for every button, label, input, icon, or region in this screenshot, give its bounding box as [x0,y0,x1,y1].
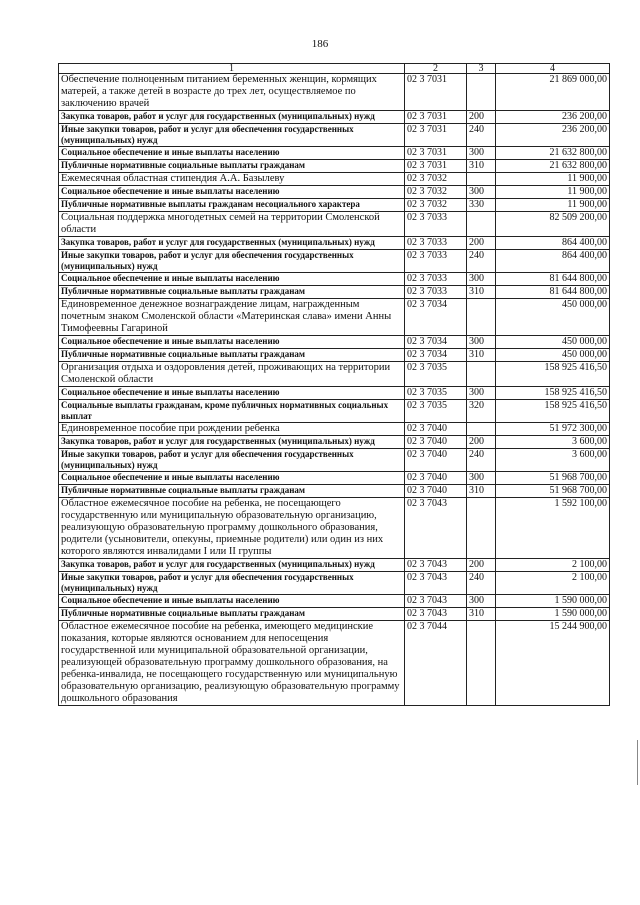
row-name-cell: Иные закупки товаров, работ и услуг для обеспечения государственных (муниципальных) нужд [59,124,405,147]
row-type-cell: 320 [467,400,496,423]
row-type-cell: 300 [467,147,496,160]
row-type-cell: 310 [467,286,496,299]
row-type-cell: 300 [467,595,496,608]
row-sum-cell: 236 200,00 [496,124,610,147]
row-code-cell: 02 3 7035 [405,362,467,387]
table-row [59,186,610,199]
table-row [59,250,610,273]
row-sum-cell: 81 644 800,00 [496,286,610,299]
table-row [59,595,610,608]
row-code-cell: 02 3 7034 [405,349,467,362]
row-type-cell: 300 [467,336,496,349]
row-name-cell: Закупка товаров, работ и услуг для государственных (муниципальных) нужд [59,436,405,449]
table-row [59,160,610,173]
row-code-cell: 02 3 7033 [405,250,467,273]
row-name-cell: Закупка товаров, работ и услуг для государственных (муниципальных) нужд [59,559,405,572]
table-body [59,74,610,706]
row-code-cell: 02 3 7043 [405,608,467,621]
row-sum-cell: 51 968 700,00 [496,485,610,498]
row-name-cell: Публичные нормативные социальные выплаты гражданам [59,286,405,299]
header-col-1: 1 [59,64,405,74]
row-name-cell: Социальное обеспечение и иные выплаты населению [59,186,405,199]
table-row [59,400,610,423]
row-sum-cell: 15 244 900,00 [496,621,610,706]
row-type-cell: 240 [467,250,496,273]
row-code-cell: 02 3 7032 [405,186,467,199]
row-type-cell: 300 [467,273,496,286]
row-type-cell: 300 [467,186,496,199]
row-name-cell: Социальное обеспечение и иные выплаты населению [59,387,405,400]
row-sum-cell: 864 400,00 [496,250,610,273]
table-row [59,212,610,237]
row-sum-cell: 2 100,00 [496,572,610,595]
row-code-cell: 02 3 7035 [405,400,467,423]
row-type-cell: 240 [467,124,496,147]
row-sum-cell: 1 592 100,00 [496,498,610,559]
row-code-cell: 02 3 7044 [405,621,467,706]
row-type-cell: 200 [467,111,496,124]
table-row [59,498,610,559]
row-sum-cell: 1 590 000,00 [496,608,610,621]
row-type-cell: 310 [467,608,496,621]
row-sum-cell: 21 632 800,00 [496,160,610,173]
row-type-cell: 200 [467,559,496,572]
row-code-cell: 02 3 7034 [405,299,467,336]
budget-table [58,63,610,706]
row-type-cell [467,423,496,436]
row-type-cell: 310 [467,349,496,362]
row-code-cell: 02 3 7043 [405,498,467,559]
table-row [59,299,610,336]
row-type-cell: 330 [467,199,496,212]
table-row [59,449,610,472]
row-code-cell: 02 3 7031 [405,147,467,160]
row-name-cell: Иные закупки товаров, работ и услуг для обеспечения государственных (муниципальных) нужд [59,572,405,595]
row-sum-cell: 2 100,00 [496,559,610,572]
row-sum-cell: 11 900,00 [496,186,610,199]
margin-mark [637,740,638,785]
row-sum-cell: 11 900,00 [496,199,610,212]
row-name-cell: Публичные нормативные социальные выплаты гражданам [59,485,405,498]
row-name-cell: Единовременное денежное вознаграждение лицам, награжденным почетным знаком Смоленской области «Материнская слава» имени Анны Тимофеевны Гагариной [59,299,405,336]
row-sum-cell: 21 632 800,00 [496,147,610,160]
row-code-cell: 02 3 7033 [405,273,467,286]
page-number: 186 [311,38,329,50]
row-sum-cell: 158 925 416,50 [496,387,610,400]
row-sum-cell: 82 509 200,00 [496,212,610,237]
row-type-cell: 200 [467,237,496,250]
row-type-cell: 310 [467,160,496,173]
table-header-row [59,64,610,74]
table-row [59,559,610,572]
table-row [59,572,610,595]
row-name-cell: Социальное обеспечение и иные выплаты населению [59,595,405,608]
row-code-cell: 02 3 7033 [405,286,467,299]
row-code-cell: 02 3 7034 [405,336,467,349]
row-sum-cell: 51 972 300,00 [496,423,610,436]
row-name-cell: Организация отдыха и оздоровления детей, проживающих на территории Смоленской области [59,362,405,387]
row-name-cell: Социальная поддержка многодетных семей на территории Смоленской области [59,212,405,237]
row-name-cell: Социальное обеспечение и иные выплаты населению [59,472,405,485]
row-name-cell: Социальное обеспечение и иные выплаты населению [59,336,405,349]
row-type-cell [467,362,496,387]
row-code-cell: 02 3 7040 [405,423,467,436]
row-sum-cell: 158 925 416,50 [496,362,610,387]
row-name-cell: Публичные нормативные социальные выплаты гражданам [59,608,405,621]
row-code-cell: 02 3 7040 [405,472,467,485]
row-code-cell: 02 3 7032 [405,199,467,212]
row-type-cell [467,173,496,186]
row-code-cell: 02 3 7043 [405,572,467,595]
row-code-cell: 02 3 7035 [405,387,467,400]
table-row [59,621,610,706]
row-name-cell: Публичные нормативные социальные выплаты гражданам [59,349,405,362]
row-name-cell: Публичные нормативные выплаты гражданам несоциального характера [59,199,405,212]
table-row [59,74,610,111]
row-name-cell: Публичные нормативные социальные выплаты гражданам [59,160,405,173]
row-type-cell [467,212,496,237]
row-code-cell: 02 3 7040 [405,485,467,498]
table-row [59,199,610,212]
row-code-cell: 02 3 7033 [405,212,467,237]
table-row [59,436,610,449]
row-name-cell: Закупка товаров, работ и услуг для государственных (муниципальных) нужд [59,111,405,124]
row-sum-cell: 864 400,00 [496,237,610,250]
row-name-cell: Иные закупки товаров, работ и услуг для обеспечения государственных (муниципальных) нужд [59,250,405,273]
row-type-cell: 200 [467,436,496,449]
row-name-cell: Социальное обеспечение и иные выплаты населению [59,147,405,160]
row-name-cell: Социальные выплаты гражданам, кроме публичных нормативных социальных выплат [59,400,405,423]
row-type-cell [467,498,496,559]
row-code-cell: 02 3 7043 [405,595,467,608]
table-row [59,608,610,621]
row-code-cell: 02 3 7031 [405,74,467,111]
header-col-4: 4 [496,64,610,74]
row-code-cell: 02 3 7031 [405,160,467,173]
row-type-cell [467,74,496,111]
row-code-cell: 02 3 7040 [405,449,467,472]
row-code-cell: 02 3 7043 [405,559,467,572]
row-code-cell: 02 3 7033 [405,237,467,250]
row-sum-cell: 450 000,00 [496,336,610,349]
row-sum-cell: 3 600,00 [496,436,610,449]
table-row [59,349,610,362]
row-name-cell: Единовременное пособие при рождении ребенка [59,423,405,436]
header-col-3: 3 [467,64,496,74]
row-sum-cell: 158 925 416,50 [496,400,610,423]
row-code-cell: 02 3 7040 [405,436,467,449]
row-type-cell: 300 [467,387,496,400]
table-row [59,286,610,299]
table-row [59,124,610,147]
table-row [59,173,610,186]
table-row [59,485,610,498]
row-name-cell: Областное ежемесячное пособие на ребенка, имеющего медицинские показания, которые являются основанием для непосещения государственной или муниципальной образовательной организации, реализующей образовательную программу дошкольного образования, на ребенка-инвалида, не посещающего государственную или муниципальную образовательную организацию, реализующую образовательную программу дошкольного образования [59,621,405,706]
row-code-cell: 02 3 7031 [405,124,467,147]
table-row [59,423,610,436]
row-sum-cell: 81 644 800,00 [496,273,610,286]
row-type-cell: 240 [467,449,496,472]
row-name-cell: Ежемесячная областная стипендия А.А. Базылеву [59,173,405,186]
row-name-cell: Областное ежемесячное пособие на ребенка, не посещающего государственную или муниципальную образовательную организацию, реализующую образовательную программу дошкольного образования, родители (усыновители, опекуны, приемные родители) или один из них которого являются инвалидами I или II группы [59,498,405,559]
header-col-2: 2 [405,64,467,74]
table-row [59,472,610,485]
table-row [59,237,610,250]
row-type-cell: 310 [467,485,496,498]
row-type-cell [467,299,496,336]
table-row [59,387,610,400]
row-code-cell: 02 3 7032 [405,173,467,186]
table-row [59,111,610,124]
table-row [59,336,610,349]
table-row [59,362,610,387]
row-sum-cell: 11 900,00 [496,173,610,186]
row-sum-cell: 236 200,00 [496,111,610,124]
row-sum-cell: 3 600,00 [496,449,610,472]
row-sum-cell: 21 869 000,00 [496,74,610,111]
table-row [59,273,610,286]
row-name-cell: Иные закупки товаров, работ и услуг для обеспечения государственных (муниципальных) нужд [59,449,405,472]
row-sum-cell: 51 968 700,00 [496,472,610,485]
row-name-cell: Социальное обеспечение и иные выплаты населению [59,273,405,286]
row-type-cell [467,621,496,706]
row-sum-cell: 450 000,00 [496,349,610,362]
row-code-cell: 02 3 7031 [405,111,467,124]
row-type-cell: 240 [467,572,496,595]
row-sum-cell: 450 000,00 [496,299,610,336]
row-sum-cell: 1 590 000,00 [496,595,610,608]
row-type-cell: 300 [467,472,496,485]
row-name-cell: Закупка товаров, работ и услуг для государственных (муниципальных) нужд [59,237,405,250]
row-name-cell: Обеспечение полноценным питанием беременных женщин, кормящих матерей, а также детей в возрасте до трех лет, осуществляемое по заключению врачей [59,74,405,111]
table-row [59,147,610,160]
